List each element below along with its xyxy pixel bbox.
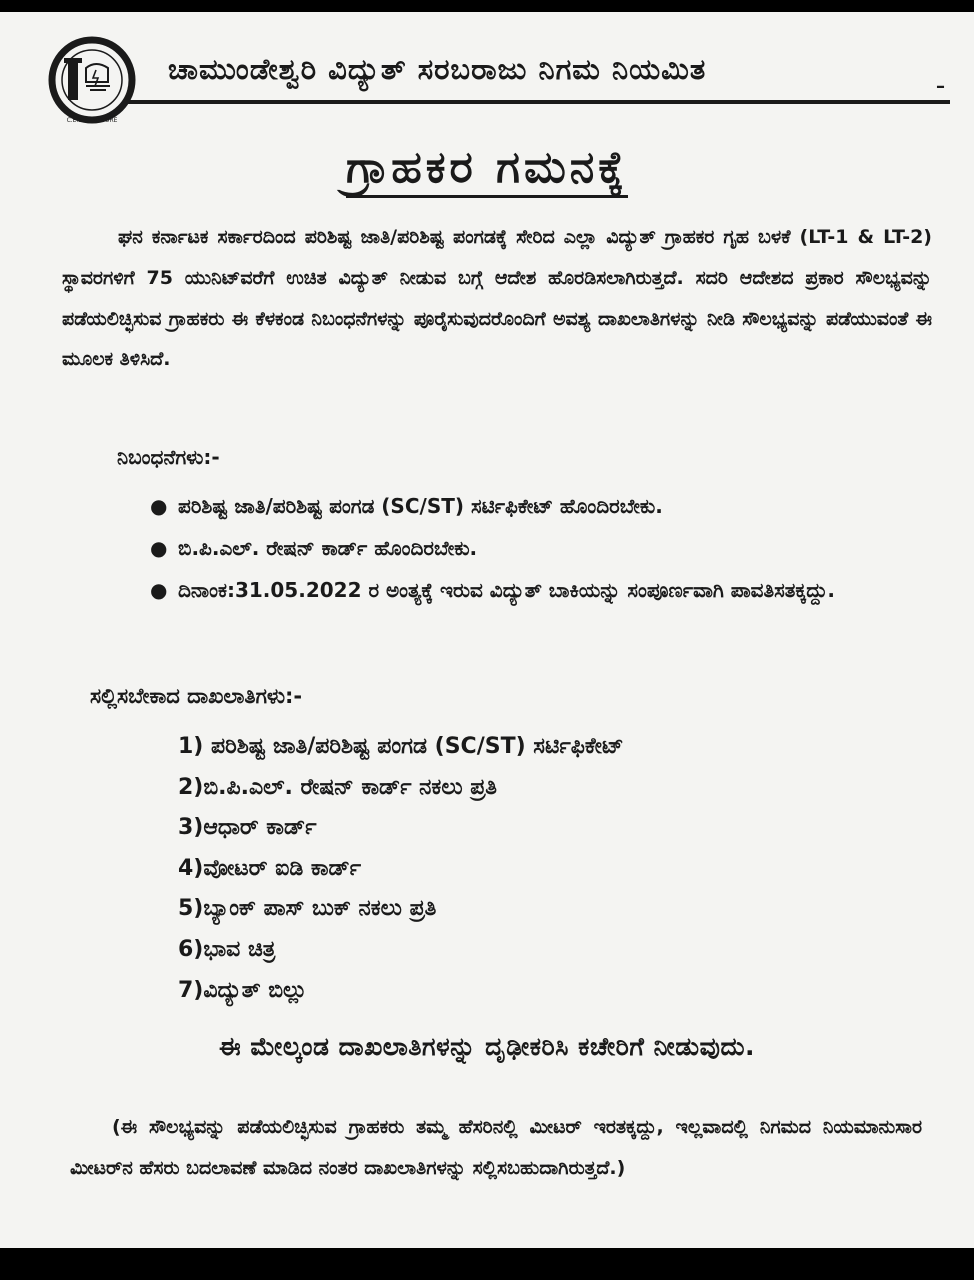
conditions-heading: ನಿಬಂಧನೆಗಳು:-	[117, 445, 220, 469]
submit-instruction: ಈ ಮೇಲ್ಕಂಡ ದಾಖಲಾತಿಗಳನ್ನು ದೃಢೀಕರಿಸಿ ಕಚೇರಿಗೆ ನೀಡುವುದು.	[218, 1032, 756, 1061]
notice-page	[0, 12, 974, 1248]
document-item: 6)ಭಾವ ಚಿತ್ರ	[178, 936, 276, 962]
condition-item	[148, 528, 938, 568]
condition-text: ಬಿ.ಪಿ.ಎಲ್. ರೇಷನ್ ಕಾರ್ಡ್ ಹೊಂದಿರಬೇಕು.	[178, 536, 478, 560]
cesc-logo-icon	[46, 34, 138, 126]
notice-title	[0, 142, 974, 193]
condition-item	[148, 486, 938, 526]
document-item: 1) ಪರಿಶಿಷ್ಟ ಜಾತಿ/ಪರಿಶಿಷ್ಟ ಪಂಗಡ (SC/ST) ಸರ್ಟಿಫಿಕೇಟ್	[178, 734, 624, 759]
documents-list	[178, 727, 624, 1011]
intro-paragraph: ಘನ ಕರ್ನಾಟಕ ಸರ್ಕಾರದಿಂದ ಪರಿಶಿಷ್ಟ ಜಾತಿ/ಪರಿಶಿಷ್ಟ ಪಂಗಡಕ್ಕೆ ಸೇರಿದ ಎಲ್ಲಾ ವಿದ್ಯುತ್ ಗ್ರಾಹಕರ ಗೃಹ ಬಳಕೆ (LT-1 & LT-2) ಸ್ಥಾವರಗಳಿಗೆ 75 ಯುನಿಟ್‌ವರೆಗೆ ಉಚಿತ ವಿದ್ಯುತ್ ನೀಡುವ ಬಗ್ಗೆ ಆದೇಶ ಹೊರಡಿಸಲಾಗಿರುತ್ತದೆ. ಸದರಿ ಆದೇಶದ ಪ್ರಕಾರ ಸೌಲಭ್ಯವನ್ನು ಪಡೆಯಲಿಚ್ಛಿಸುವ ಗ್ರಾಹಕರು ಈ ಕೆಳಕಂಡ ನಿಬಂಧನೆಗಳನ್ನು ಪೂರೈಸುವುದರೊಂದಿಗೆ ಅವಶ್ಯ ದಾಖಲಾತಿಗಳನ್ನು ನೀಡಿ ಸೌಲಭ್ಯವನ್ನು ಪಡೆಯುವಂತೆ ಈ ಮೂಲಕ ತಿಳಿಸಿದೆ.	[62, 226, 932, 371]
bullet-icon: ●	[150, 536, 168, 560]
footnote-paragraph: (ಈ ಸೌಲಭ್ಯವನ್ನು ಪಡೆಯಲಿಚ್ಛಿಸುವ ಗ್ರಾಹಕರು ತಮ್ಮ ಹೆಸರಿನಲ್ಲಿ ಮೀಟರ್ ಇರತಕ್ಕದ್ದು, ಇಲ್ಲವಾದಲ್ಲಿ ನಿಗಮದ ನಿಯಮಾನುಸಾರ ಮೀಟರ್‌ನ ಹೆಸರು ಬದಲಾವಣೆ ಮಾಡಿದ ನಂತರ ದಾಖಲಾತಿಗಳನ್ನು ಸಲ್ಲಿಸಬಹುದಾಗಿರುತ್ತದೆ.)	[70, 1116, 922, 1179]
bullet-icon: ●	[150, 578, 168, 602]
conditions-list	[148, 486, 938, 612]
notice-title-text: ಗ್ರಾಹಕರ ಗಮನಕ್ಕೆ	[346, 142, 628, 198]
document-item: 2)ಬಿ.ಪಿ.ಎಲ್. ರೇಷನ್ ಕಾರ್ಡ್ ನಕಲು ಪ್ರತಿ	[178, 774, 497, 800]
condition-text: ಪರಿಶಿಷ್ಟ ಜಾತಿ/ಪರಿಶಿಷ್ಟ ಪಂಗಡ (SC/ST) ಸರ್ಟಿಫಿಕೇಟ್ ಹೊಂದಿರಬೇಕು.	[178, 494, 663, 518]
document-item: 5)ಬ್ಯಾಂಕ್ ಪಾಸ್ ಬುಕ್ ನಕಲು ಪ್ರತಿ	[178, 896, 437, 922]
condition-text: ದಿನಾಂಕ:31.05.2022 ರ ಅಂತ್ಯಕ್ಕೆ ಇರುವ ವಿದ್ಯುತ್ ಬಾಕಿಯನ್ನು ಸಂಪೂರ್ಣವಾಗಿ ಪಾವತಿಸತಕ್ಕದ್ದು.	[178, 578, 835, 602]
condition-item	[148, 570, 938, 610]
document-item: 4)ವೋಟರ್ ಐಡಿ ಕಾರ್ಡ್	[178, 855, 362, 881]
organization-name: ಚಾಮುಂಡೇಶ್ವರಿ ವಿದ್ಯುತ್ ಸರಬರಾಜು ನಿಗಮ ನಿಯಮಿತ	[168, 52, 707, 86]
header-rule	[128, 100, 950, 104]
header-mark: –	[936, 76, 945, 97]
logo-text: C.E.S.C. MYSORE	[66, 117, 118, 124]
documents-heading: ಸಲ್ಲಿಸಬೇಕಾದ ದಾಖಲಾತಿಗಳು:-	[90, 684, 303, 708]
document-item: 7)ವಿದ್ಯುತ್ ಬಿಲ್ಲು	[178, 977, 307, 1003]
bullet-icon: ●	[150, 494, 168, 518]
document-item: 3)ಆಧಾರ್ ಕಾರ್ಡ್	[178, 815, 317, 841]
